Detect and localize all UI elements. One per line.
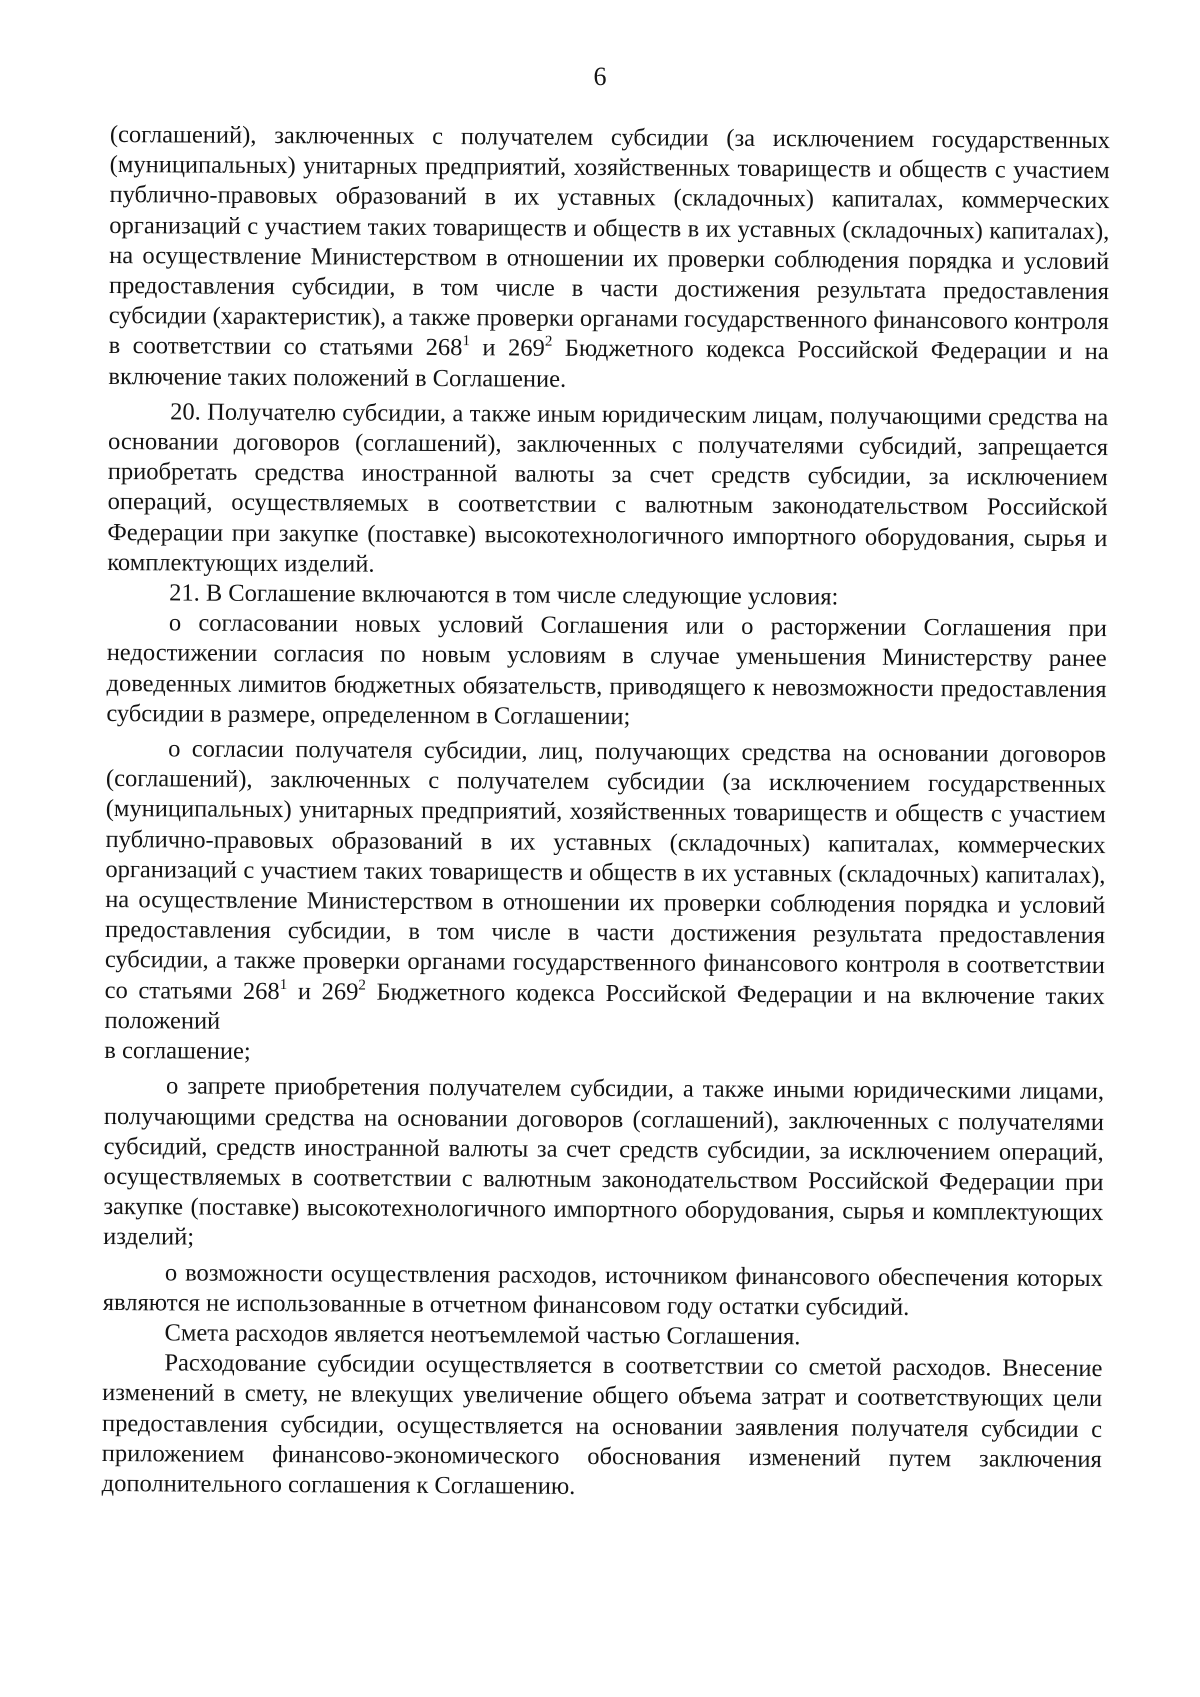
conjunction: и [297, 977, 312, 1005]
page-number: 6 [593, 62, 607, 91]
paragraph-text: о согласии получателя субсидии, лиц, получающих средства на основании договоров (соглашений), заключенных с получателем субсидии (за исключением государственных (муниципальных) унитарных предприятий, хозяйственных товариществ и обществ с участием публично-правовых образований в их уставных (складочных) капиталах, коммерческих организаций с участием таких товариществ и обществ в их уставных (складочных) капиталах), на осуществление Министерством в отношении их проверки соблюдения порядка и условий предоставления субсидии, в том числе в части достижения результата предоставления субсидии, а также проверки органами государственного финансового контроля в соответствии со статьями [104, 735, 1107, 1005]
article-number: 268 [425, 334, 463, 362]
article-superscript: 2 [544, 334, 553, 351]
article-superscript: 2 [358, 977, 366, 994]
paragraph-continuation [108, 120, 1110, 398]
condition-item: о возможности осуществления расходов, источником финансового обеспечения которых являются не использованные в отчетном финансовом году остатки субсидий. [102, 1258, 1104, 1321]
condition-item: о запрете приобретения получателем субсидии, а также иными юридическими лицами, получающими средства на основании договоров (соглашений), заключенных с получателями субсидий, средств иностранной валюты за счет средств субсидии, за исключением операций, осуществляемых в соответствии с валютным законодательством Российской Федерации при закупке (поставке) высокотехнологичного импортного оборудования, сырья и комплектующих изделий; [103, 1072, 1105, 1251]
paragraph-text: (соглашений), заключенных с получателем субсидии (за исключением государственных (муниципальных) унитарных предприятий, хозяйственных товариществ и обществ с участием публично-правовых образований в их уставных (складочных) капиталах, коммерческих организаций с участием таких товариществ и обществ в их уставных (складочных) капиталах), на осуществление Министерством в отношении их проверки соблюдения порядка и условий предоставления субсидии, в том числе в части достижения результата предоставления субсидии (характеристик), а также проверки органами государственного финансового контроля в соответствии со статьями [108, 120, 1110, 362]
document-body [102, 120, 1110, 1505]
condition-item: о согласовании новых условий Соглашения или о расторжении Соглашения при недостижении согласия по новым условиям в случае уменьшения Министерству ранее доведенных лимитов бюджетных обязательств, приводящего к невозможности предоставления субсидии в размере, определенном в Соглашении; [106, 609, 1107, 731]
paragraph-text: Бюджетного кодекса Российской Федерации и на включение таких положений в Соглашение. [108, 335, 1109, 393]
article-number: 268 [242, 977, 280, 1005]
conjunction: и [482, 334, 496, 362]
article-number: 269 [321, 977, 359, 1006]
estimate-paragraph: Смета расходов является неотъемлемой частью Соглашения. [164, 1319, 801, 1351]
article-superscript: 1 [279, 976, 288, 993]
spending-paragraph: Расходование субсидии осуществляется в соответствии со сметой расходов. Внесение изменений в смету, не влекущих увеличение общего объема затрат и соответствующих цели предоставления субсидии, осуществляется на основании заявления получателя субсидии с приложением финансово-экономического обоснования изменений путем заключения дополнительного соглашения к Соглашению. [101, 1349, 1103, 1500]
article-number: 269 [507, 334, 545, 363]
paragraph-21: 21. В Соглашение включаются в том числе следующие условия: [169, 579, 839, 611]
paragraph-20: 20. Получателю субсидии, а также иным юридическим лицам, получающими средства на основании договоров (соглашений), заключенных с получателями субсидий, запрещается приобретать средства иностранной валюты за счет средств субсидии, за исключением операций, осуществляемых в соответствии с валютным законодательством Российской Федерации при закупке (поставке) высокотехнологичного импортного оборудования, сырья и комплектующих изделий. [107, 398, 1109, 578]
condition-item-end: в соглашение; [104, 1037, 251, 1065]
article-superscript: 1 [462, 333, 471, 350]
paragraph-text: Бюджетного кодекса Российской Федерации и на включение таких положений [104, 978, 1105, 1035]
condition-item [104, 734, 1106, 1042]
